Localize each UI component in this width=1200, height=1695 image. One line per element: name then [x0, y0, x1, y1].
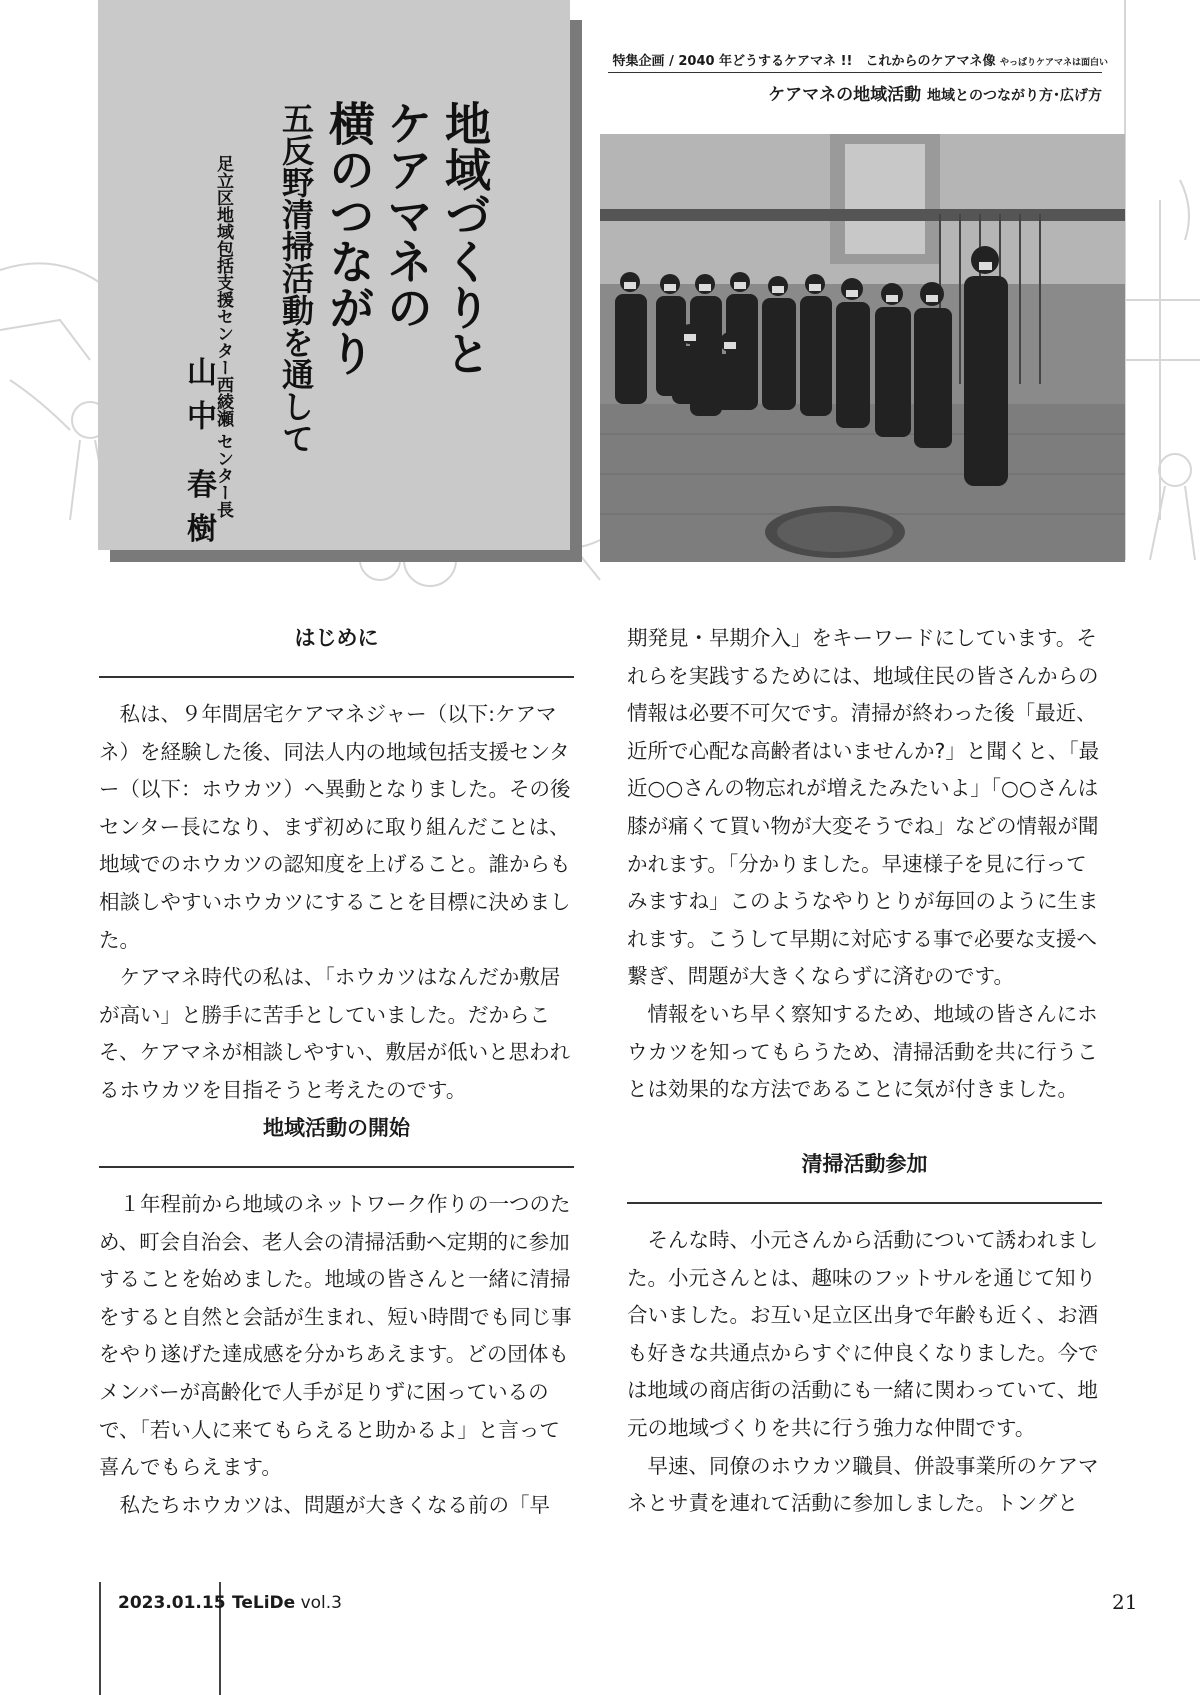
title-line-3: 横のつながり — [322, 100, 376, 376]
paragraph: 期発見・早期介入」をキーワードにしています。それらを実践するためには、地域住民の皆さんからの情報は必要不可欠です。清掃が終わった後「最近、近所で心配な高齢者はいませんか?」と聞くと、「最近○○さんの物忘れが増えたみたいよ」「○○さんは膝が痛くて買い物が大変そうでね」などの情報が聞かれます。「分かりました。早速様子を見に行ってみますね」このようなやりとりが毎回のように生まれます。こうして早期に対応する事で必要な支援へ繋ぎ、問題が大きくならずに済むのです。 — [627, 626, 1100, 989]
paragraph: 早速、同僚のホウカツ職員、併設事業所のケアマネとサ責を連れて活動に参加しました。トングと — [627, 1453, 1099, 1516]
article-subtitle: 五反野清掃活動を通して — [277, 102, 315, 454]
magazine-volume: vol.3 — [300, 1593, 342, 1613]
issue-date: 2023.01.15 — [118, 1593, 226, 1613]
paragraph: １年程前から地域のネットワーク作りの一つのため、町会自治会、老人会の清掃活動へ定期的に参加することを始めました。地域の皆さんと一緒に清掃をすると自然と会話が生まれ、短い時間でも同じ事をやり遂げた達成感を分かちあえます。どの団体もメンバーが高齢化で人手が足りずに困っているので、「若い人に来てもらえると助かるよ」と言って喜んでもらえます。 — [99, 1192, 572, 1480]
section-rule — [99, 1166, 574, 1168]
section-rule — [99, 676, 574, 678]
theme-header — [608, 80, 1102, 105]
title-line-1: 地域づくりと — [438, 100, 492, 376]
footer-rule-left — [99, 1582, 101, 1695]
magazine-title: TeLiDe — [232, 1593, 296, 1613]
paragraph: そんな時、小元さんから活動について誘われました。小元さんとは、趣味のフットサルを通じて知り合いました。お互い足立区出身で年齢も近く、お酒も好きな共通点からすぐに仲良くなりました。今では地域の商店街の活動にも一緒に関わっていて、地元の地域づくりを共に行う強力な仲間です。 — [627, 1228, 1099, 1440]
theme-title: ケアマネの地域活動 — [768, 85, 922, 105]
author-name: 山中 春樹 — [181, 356, 216, 557]
paragraph: 私は、９年間居宅ケアマネジャー（以下:ケアマネ）を経験した後、同法人内の地域包括支援センター（以下：ホウカツ）へ異動となりました。その後センター長になり、まず初めに取り組んだことは、地域でのホウカツの認知度を上げること。誰からも相談しやすいホウカツにすることを目標に決めました。 — [99, 702, 571, 952]
section-body-intro — [99, 696, 574, 1110]
page-number: 21 — [1112, 1590, 1138, 1614]
series-header — [608, 50, 1108, 69]
section-body-start — [99, 1186, 574, 1524]
continued-text — [627, 620, 1102, 1109]
section-rule — [627, 1202, 1102, 1204]
paragraph: 私たちホウカツは、問題が大きくなる前の「早 — [119, 1492, 550, 1517]
paragraph: 情報をいち早く察知するため、地域の皆さんにホウカツを知ってもらうため、清掃活動を共に行うことは効果的な方法であることに気が付きました。 — [627, 1001, 1098, 1102]
magazine-name — [232, 1593, 342, 1613]
section-heading-cleaning: 清掃活動参加 — [801, 1151, 928, 1176]
title-line-2: ケアマネの — [380, 100, 434, 330]
series-title: 特集企画 / 2040 年どうするケアマネ !! これからのケアマネ像 — [612, 54, 996, 69]
section-heading-start: 地域活動の開始 — [263, 1115, 410, 1140]
theme-subtitle: 地域とのつながり方･広げ方 — [927, 88, 1102, 104]
author-organization: 足立区地域包括支援センター西綾瀬 センター長 — [213, 155, 233, 518]
section-heading-intro: はじめに — [294, 625, 379, 650]
section-body-cleaning — [627, 1222, 1102, 1523]
group-photo — [600, 134, 1125, 562]
paragraph: ケアマネ時代の私は、「ホウカツはなんだか敷居が高い」と勝手に苦手としていました。だからこそ、ケアマネが相談しやすい、敷居が低いと思われるホウカツを目指そうと考えたのです。 — [99, 965, 571, 1102]
series-tagline: やっぱりケアマネは面白い — [999, 58, 1108, 68]
header-rule — [608, 72, 1102, 73]
article-title — [320, 100, 494, 376]
